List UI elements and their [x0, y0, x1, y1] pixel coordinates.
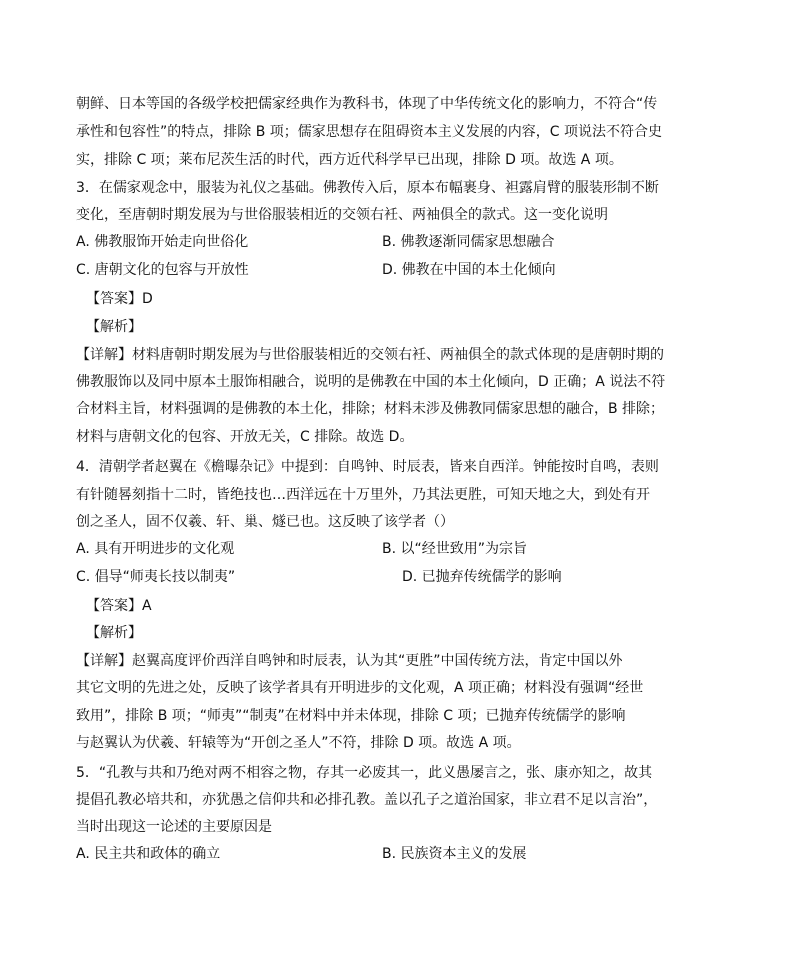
text-line: 实，排除 C 项；莱布尼茨生活的时代，西方近代科学早已出现，排除 D 项。故选 A 项。: [76, 152, 623, 168]
question-4-stem: 有针随晷刻指十二时，皆绝技也…西洋远在十万里外，乃其法更胜，可知天地之大，到处有开: [76, 487, 650, 503]
detail-line: 其它文明的先进之处，反映了该学者具有开明进步的文化观，A 项正确；材料没有强调“经世: [76, 680, 644, 696]
question-3-option-row: [76, 261, 676, 279]
option-a: A. 具有开明进步的文化观: [76, 541, 235, 557]
option-b: B. 以“经世致用”为宗旨: [382, 541, 528, 557]
detail-line: 致用”，排除 B 项；“师夷”“制夷”在材料中并未体现，排除 C 项；已抛弃传统儒学的影响: [76, 708, 626, 724]
analysis-label: 【解析】: [86, 625, 142, 641]
analysis-label: 【解析】: [86, 319, 142, 335]
question-4-stem: 创之圣人，固不仅羲、轩、巢、燧已也。这反映了该学者（）: [76, 514, 454, 530]
question-5-stem: 提倡孔教必培共和，亦犹愚之信仰共和必排孔教。盖以孔子之道治国家，非立君不足以言治”，: [76, 792, 658, 808]
detail-line: 与赵翼认为伏羲、轩辕等为“开创之圣人”不符，排除 D 项。故选 A 项。: [76, 735, 521, 751]
detail-line: 【详解】赵翼高度评价西洋自鸣钟和时辰表，认为其“更胜”中国传统方法，肯定中国以外: [76, 653, 623, 669]
question-5-stem: 当时出现这一论述的主要原因是: [76, 819, 272, 835]
option-a: A. 佛教服饰开始走向世俗化: [76, 234, 249, 250]
question-4-option-row: [76, 540, 676, 558]
detail-line: 合材料主旨，材料强调的是佛教的本土化，排除；材料未涉及佛教同儒家思想的融合，B 排除；: [76, 401, 665, 417]
question-5-stem: 5．“孔教与共和乃绝对两不相容之物，存其一必废其一，此义愚屡言之，张、康亦知之，故其: [76, 765, 653, 781]
question-4-option-row: [76, 568, 676, 586]
question-3-stem: 变化，至唐朝时期发展为与世俗服装相近的交领右衽、两袖俱全的款式。这一变化说明: [76, 207, 608, 223]
detail-line: 材料与唐朝文化的包容、开放无关，C 排除。故选 D。: [76, 429, 414, 445]
option-b: B. 佛教逐渐同儒家思想融合: [382, 234, 555, 250]
option-d: D. 已抛弃传统儒学的影响: [402, 569, 562, 585]
answer-label: 【答案】D: [86, 291, 153, 307]
option-d: D. 佛教在中国的本土化倾向: [382, 262, 556, 278]
option-a: A. 民主共和政体的确立: [76, 846, 221, 862]
detail-line: 【详解】材料唐朝时期发展为与世俗服装相近的交领右衽、两袖俱全的款式体现的是唐朝时期的: [76, 347, 664, 363]
option-b: B. 民族资本主义的发展: [382, 846, 527, 862]
answer-label: 【答案】A: [86, 598, 152, 614]
text-line: 朝鲜、日本等国的各级学校把儒家经典作为教科书，体现了中华传统文化的影响力，不符合“传: [76, 96, 658, 112]
question-5-option-row: [76, 845, 676, 863]
question-3-stem: 3．在儒家观念中，服装为礼仪之基础。佛教传入后，原本布幅裹身、袒露肩臂的服装形制不断: [76, 180, 659, 196]
option-c: C. 唐朝文化的包容与开放性: [76, 262, 249, 278]
detail-line: 佛教服饰以及同中原本土服饰相融合，说明的是佛教在中国的本土化倾向，D 正确；A 说法不符: [76, 374, 666, 390]
text-line: 承性和包容性”的特点，排除 B 项；儒家思想存在阻碍资本主义发展的内容，C 项说法不符合史: [76, 124, 662, 140]
question-3-option-row: [76, 233, 676, 251]
question-4-stem: 4．清朝学者赵翼在《檐曝杂记》中提到：自鸣钟、时辰表，皆来自西洋。钟能按时自鸣，表则: [76, 459, 659, 475]
option-c: C. 倡导“师夷长技以制夷”: [76, 569, 236, 585]
